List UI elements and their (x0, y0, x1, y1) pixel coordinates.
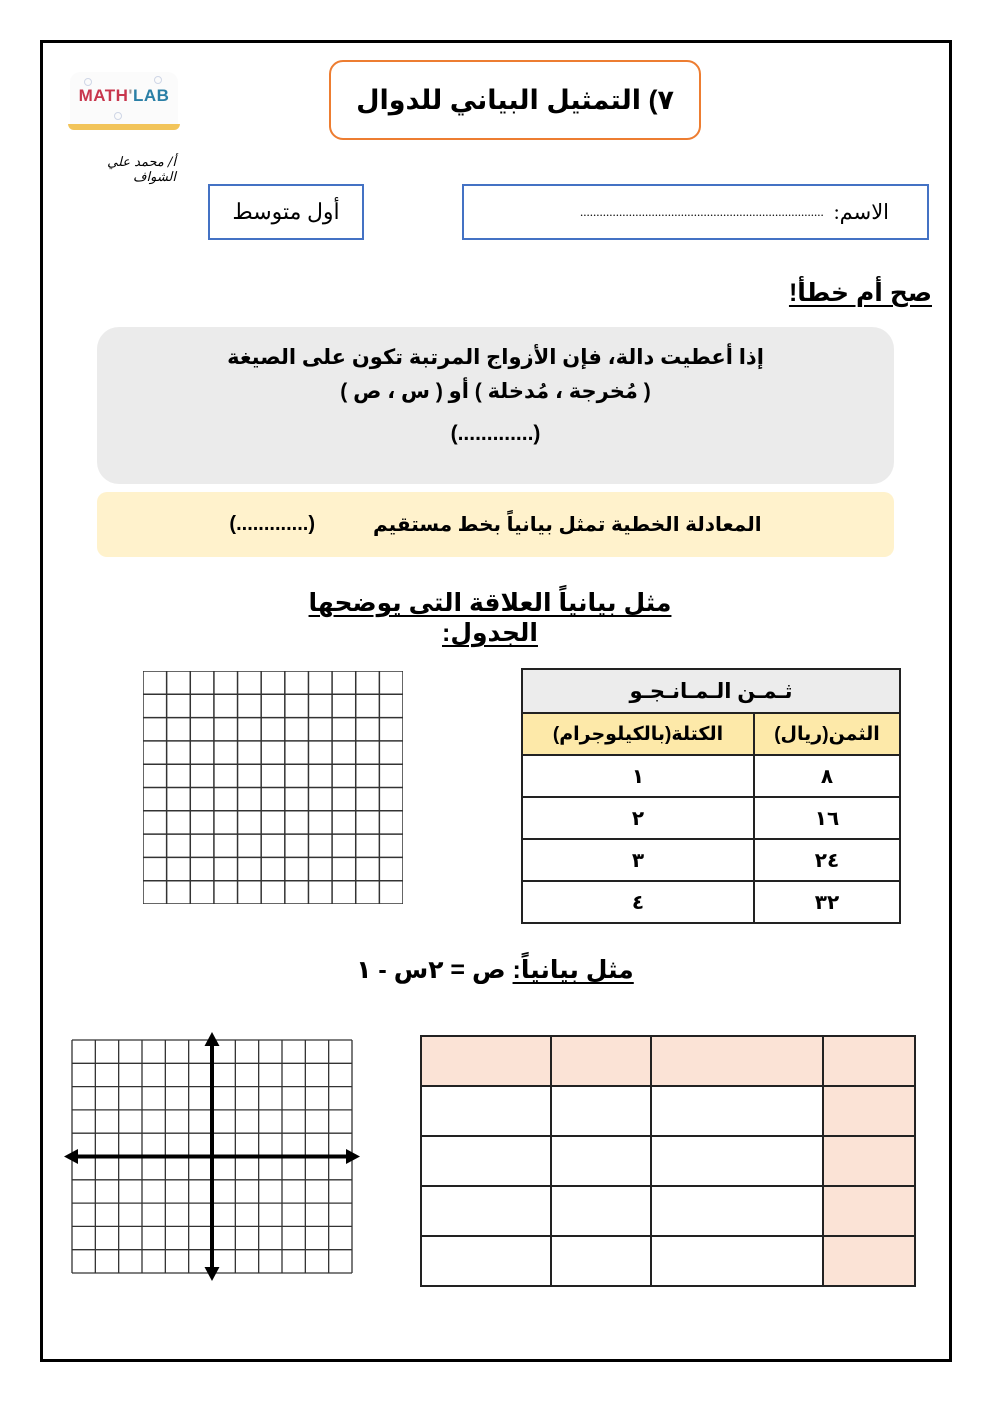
table-row (522, 755, 900, 797)
column-header-mass: الكتلة(بالكيلوجرام) (522, 713, 754, 755)
arrow-left-icon (64, 1149, 78, 1164)
arrow-right-icon (346, 1149, 360, 1164)
logo-math: MATH (78, 86, 129, 105)
name-label: الاسم: (833, 199, 889, 224)
table-cell[interactable] (421, 1186, 551, 1236)
logo-text: MATH'LAB (78, 86, 170, 105)
statement-2-text: المعادلة الخطية تمثل بيانياً بخط مستقيم (372, 514, 762, 536)
table-cell[interactable] (651, 1236, 823, 1286)
values-table-blank[interactable] (420, 1035, 916, 1287)
grade-label: أول متوسط (208, 184, 364, 240)
true-false-heading: صح أم خطأ! (788, 279, 932, 307)
name-field[interactable] (462, 184, 929, 240)
column-header-price: الثمن(ريال) (754, 713, 900, 755)
table-row (421, 1236, 915, 1286)
table-row (421, 1136, 915, 1186)
logo-lab: LAB (132, 86, 170, 105)
author-signature: أ/ محمد علي الشواف (107, 155, 176, 185)
math-lab-logo (64, 64, 184, 144)
table-cell[interactable] (651, 1186, 823, 1236)
table-cell[interactable] (651, 1086, 823, 1136)
price-cell: ٣٢ (754, 881, 900, 923)
table-cell[interactable] (551, 1086, 651, 1136)
equation-heading (330, 955, 660, 985)
table-row (522, 881, 900, 923)
table-cell[interactable] (421, 1136, 551, 1186)
table-cell[interactable] (551, 1136, 651, 1186)
statement-2 (97, 492, 894, 557)
mass-cell: ٣ (522, 839, 754, 881)
price-cell: ٢٤ (754, 839, 900, 881)
statement-1-line-1: إذا أعطيت دالة، فإن الأزواج المرتبة تكون على الصيغة (227, 346, 764, 369)
coordinate-plane-grid[interactable] (64, 1032, 360, 1281)
table-row (522, 797, 900, 839)
table-cell[interactable] (651, 1136, 823, 1186)
table-cell[interactable] (823, 1036, 915, 1086)
table-cell[interactable] (651, 1036, 823, 1086)
table-cell[interactable] (421, 1086, 551, 1136)
table-cell[interactable] (823, 1086, 915, 1136)
statement-1 (97, 327, 894, 484)
arrow-down-icon (205, 1267, 220, 1281)
doodle-icon (154, 76, 162, 84)
table-row (522, 839, 900, 881)
mass-cell: ٢ (522, 797, 754, 839)
equation-heading-label: مثل بيانياً: (512, 956, 634, 984)
price-cell: ١٦ (754, 797, 900, 839)
mango-price-table (521, 668, 901, 924)
arrow-up-icon (205, 1032, 220, 1046)
table-row (421, 1186, 915, 1236)
axes (64, 1032, 360, 1281)
table-cell[interactable] (551, 1036, 651, 1086)
doodle-icon (114, 112, 122, 120)
table-row (421, 1036, 915, 1086)
table-cell[interactable] (823, 1136, 915, 1186)
table-cell[interactable] (551, 1236, 651, 1286)
table-cell[interactable] (421, 1036, 551, 1086)
price-cell: ٨ (754, 755, 900, 797)
table-cell[interactable] (551, 1186, 651, 1236)
statement-1-line-2: ( مُخرجة ، مُدخلة ) أو ( س ، ص ) (340, 380, 651, 403)
statement-2-answer-blank[interactable]: (.............) (229, 513, 315, 535)
table-cell[interactable] (823, 1236, 915, 1286)
table-caption: ثـمـن الـمـانـجـو (522, 669, 900, 713)
table-cell[interactable] (421, 1236, 551, 1286)
page-title: ٧) التمثيل البياني للدوال (329, 60, 701, 140)
name-blank[interactable]: ........................................................................... (580, 204, 824, 219)
graph-grid-blank[interactable] (143, 671, 403, 904)
equation-text: ص = ٢س - ١ (356, 956, 506, 984)
mass-cell: ١ (522, 755, 754, 797)
table-graph-heading: مثل بيانياً العلاقة التى يوضحها الجدول: (308, 589, 672, 647)
table-row (421, 1086, 915, 1136)
doodle-icon (84, 78, 92, 86)
table-cell[interactable] (823, 1186, 915, 1236)
statement-1-answer-blank[interactable]: (.............) (450, 422, 541, 445)
mass-cell: ٤ (522, 881, 754, 923)
book-base (68, 124, 180, 130)
